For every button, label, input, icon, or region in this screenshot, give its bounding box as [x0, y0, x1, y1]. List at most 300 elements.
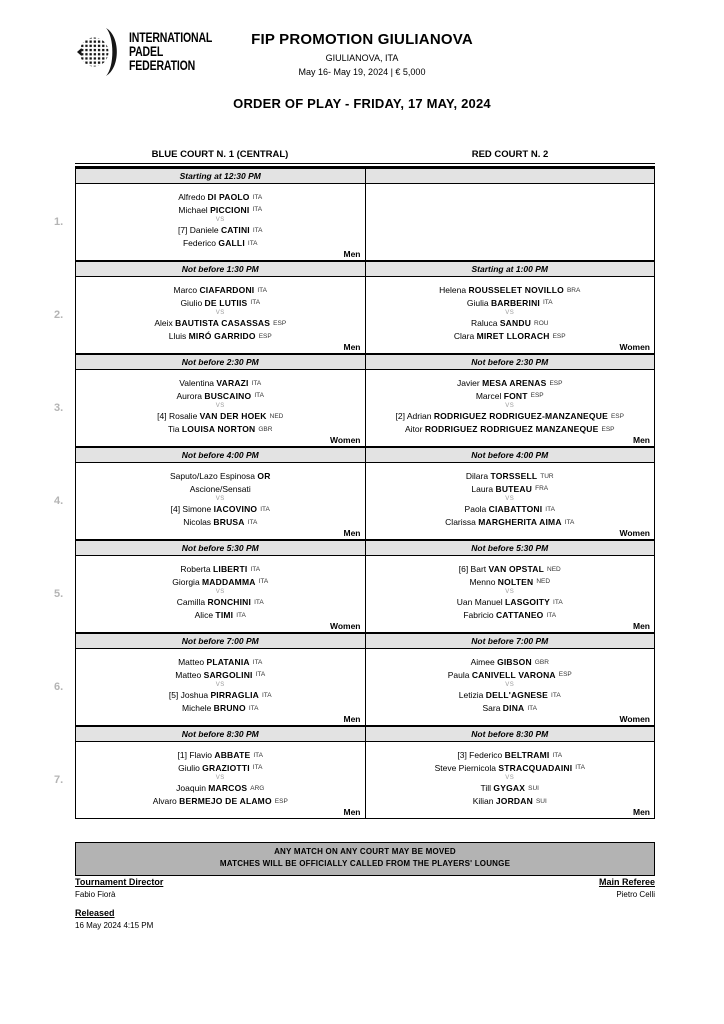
player-name	[76, 317, 365, 330]
first-name: Lluis	[168, 331, 189, 342]
player-name	[366, 689, 655, 702]
last-name: JORDAN	[495, 796, 533, 807]
last-name: ABBATE	[214, 750, 251, 760]
notice-line: MATCHES WILL BE OFFICIALLY CALLED FROM THE PLAYERS' LOUNGE	[219, 859, 511, 869]
player-name	[76, 596, 365, 609]
players-list	[366, 470, 655, 529]
country-code: ITA	[257, 286, 267, 294]
category-label: Women	[329, 620, 361, 631]
country-code: ITA	[253, 751, 263, 759]
players-list	[366, 749, 655, 808]
match-6-red-cell	[365, 649, 655, 726]
match-1-red-cell	[365, 184, 655, 261]
country-code: ESP	[549, 379, 563, 387]
last-name: TIMI	[215, 610, 234, 621]
tournament-director-label: Tournament Director	[75, 877, 164, 887]
country-code: ITA	[564, 518, 575, 526]
category-label: Men	[633, 434, 650, 445]
last-name: MARCOS	[208, 783, 248, 794]
last-name: SANDU	[499, 318, 532, 329]
player-name	[76, 297, 365, 310]
first-name: Clarissa	[445, 517, 479, 528]
match-number: 4.	[54, 494, 64, 507]
last-name: BAUTISTA CASASSAS	[175, 318, 271, 329]
player-name	[76, 237, 365, 250]
last-name: GRAZIOTTI	[202, 762, 250, 773]
last-name: BARBERINI	[490, 297, 540, 308]
first-name: Camilla	[176, 597, 208, 608]
seed-number: [2]	[395, 411, 407, 422]
country-code: ESP	[610, 412, 624, 420]
order-of-play-title: ORDER OF PLAY - FRIDAY, 17 MAY, 2024	[233, 96, 491, 111]
last-name: OR	[257, 471, 271, 481]
first-name: Paula	[447, 669, 472, 680]
vs-label: VS	[505, 495, 515, 502]
country-code: ITA	[258, 578, 269, 586]
player-name	[366, 410, 655, 423]
category-label: Women	[619, 713, 650, 724]
category-label: Men	[343, 248, 361, 259]
country-code: ESP	[258, 332, 272, 340]
match-1-blue-time: Starting at 12:30 PM	[76, 168, 366, 184]
category-label: Men	[343, 713, 361, 724]
player-name	[76, 390, 365, 403]
match-5-blue-cell	[54, 556, 366, 633]
first-name: Steve Piernicola	[434, 762, 499, 773]
last-name: LIBERTI	[213, 564, 248, 574]
match-6-red-time: Not before 7:00 PM	[365, 633, 655, 649]
logo-line: PADEL	[129, 44, 164, 60]
player-name	[76, 377, 365, 390]
court-headers	[75, 149, 655, 164]
first-name: Aleix	[154, 318, 176, 329]
last-name: PLATANIA	[206, 657, 250, 667]
match-1-blue-cell	[54, 184, 366, 261]
first-name: Giulio	[180, 297, 205, 308]
last-name: DINA	[502, 703, 525, 714]
category-label: Men	[343, 527, 361, 538]
player-name	[366, 795, 655, 808]
court-header-red: RED COURT N. 2	[471, 149, 549, 160]
first-name: Joaquin	[176, 783, 209, 794]
first-name: Simone	[182, 504, 214, 515]
vs-label: VS	[215, 309, 225, 316]
last-name: CIABATTONI	[488, 504, 543, 515]
player-name	[76, 563, 365, 576]
tournament-director-name: Fabio Fiorà	[75, 890, 116, 899]
vs-label: VS	[215, 681, 225, 688]
match-3-blue-cell	[54, 370, 366, 447]
first-name: Giorgia	[172, 576, 203, 587]
country-code: ITA	[262, 691, 272, 699]
court-header-blue: BLUE COURT N. 1 (CENTRAL)	[151, 149, 289, 160]
player-name	[76, 609, 365, 622]
player-name	[76, 782, 365, 795]
country-code: ESP	[558, 671, 572, 679]
first-name: Adrian	[406, 411, 434, 422]
country-code: SUI	[528, 784, 539, 792]
player-name	[76, 284, 365, 297]
country-code: ITA	[252, 658, 263, 666]
first-name: Paola	[464, 504, 489, 515]
player-name	[76, 503, 365, 516]
last-name: DI PAOLO	[207, 192, 250, 202]
country-code: ITA	[252, 206, 263, 214]
player-name	[76, 483, 365, 496]
player-name	[366, 762, 655, 775]
main-referee-label: Main Referee	[598, 877, 655, 887]
player-name	[366, 782, 655, 795]
first-name: Aimee	[470, 657, 498, 667]
match-number: 1.	[54, 215, 64, 228]
player-name	[366, 609, 655, 622]
players-list	[76, 470, 365, 529]
player-name	[366, 423, 655, 436]
first-name: Matteo	[175, 669, 204, 680]
match-number: 5.	[54, 587, 64, 600]
match-5-blue-time: Not before 5:30 PM	[76, 540, 366, 556]
match-7-red-time: Not before 8:30 PM	[365, 726, 655, 742]
vs-label: VS	[215, 588, 225, 595]
match-3-red-cell	[365, 370, 655, 447]
vs-label: VS	[215, 402, 225, 409]
category-label: Women	[329, 434, 361, 445]
vs-label: VS	[505, 774, 515, 781]
country-code: FRA	[535, 485, 549, 493]
category-label: Men	[633, 807, 650, 817]
match-7-blue-time: Not before 8:30 PM	[76, 726, 366, 742]
player-name	[76, 330, 365, 343]
logo-line: FEDERATION	[129, 57, 196, 73]
player-name	[366, 377, 655, 390]
match-7-red-cell	[365, 742, 655, 819]
last-name: BRUSA	[213, 517, 245, 528]
first-name: Alice	[194, 610, 216, 621]
country-code: TUR	[540, 472, 554, 480]
event-location: GIULIANOVA, ITA	[325, 53, 399, 63]
player-name	[76, 576, 365, 589]
first-name: Flavio	[189, 750, 215, 760]
matches-table	[54, 166, 655, 819]
country-code: ARG	[250, 784, 265, 792]
last-name: MADDAMMA	[202, 576, 256, 587]
last-name: IACOVINO	[213, 504, 258, 515]
players-list	[76, 563, 365, 622]
last-name: BUTEAU	[495, 483, 533, 494]
seed-number: [1]	[177, 750, 190, 760]
country-code: ITA	[546, 611, 557, 619]
match-7-blue-cell	[54, 742, 366, 819]
players-list	[366, 377, 655, 436]
players-list	[76, 656, 365, 715]
player-name	[366, 503, 655, 516]
first-name: Alfredo	[178, 192, 208, 202]
first-name: Alvaro	[152, 796, 180, 807]
last-name: BERMEJO DE ALAMO	[179, 796, 272, 807]
player-name	[366, 749, 655, 762]
last-name: MESA ARENAS	[482, 378, 547, 388]
first-name: Letizia	[458, 690, 486, 701]
vs-label: VS	[215, 774, 225, 781]
match-2-blue-cell	[54, 277, 366, 354]
match-6-blue-cell	[54, 649, 366, 726]
first-name: Menno	[469, 576, 498, 587]
seed-number: [7]	[177, 225, 190, 236]
player-name	[366, 596, 655, 609]
last-name: VARAZI	[216, 378, 249, 388]
last-name: BELTRAMI	[504, 750, 550, 760]
players-list	[366, 563, 655, 622]
country-code: ITA	[553, 598, 563, 606]
first-name: Helena	[439, 285, 469, 295]
player-name	[366, 656, 655, 669]
players-list	[366, 284, 655, 343]
country-code: ITA	[551, 691, 561, 699]
match-3-blue-time: Not before 2:30 PM	[76, 354, 366, 370]
player-name	[76, 795, 365, 808]
last-name: VAN OPSTAL	[488, 564, 545, 574]
country-code: ITA	[575, 764, 585, 772]
vs-label: VS	[505, 309, 515, 316]
last-name: STRACQUADAINI	[498, 762, 573, 773]
first-name: Uan Manuel	[456, 597, 505, 608]
main-referee-name: Pietro Celli	[616, 890, 655, 899]
last-name: FONT	[503, 390, 528, 401]
country-code: ITA	[252, 226, 263, 234]
country-code: ITA	[545, 505, 555, 513]
country-code: ITA	[248, 704, 259, 712]
country-code: SUI	[535, 797, 547, 805]
country-code: ROU	[534, 319, 549, 327]
player-name	[76, 423, 365, 436]
last-name: RODRIGUEZ RODRIGUEZ-MANZANEQUE	[433, 411, 608, 422]
category-label: Women	[619, 527, 650, 538]
last-name: MIRET LLORACH	[476, 331, 550, 342]
player-name	[76, 656, 365, 669]
first-name: Giulia	[466, 297, 491, 308]
vs-label: VS	[505, 681, 515, 688]
match-5-red-cell	[365, 556, 655, 633]
last-name: ROUSSELET NOVILLO	[468, 285, 564, 295]
first-name: Michele	[182, 703, 214, 714]
country-code: ESP	[530, 392, 544, 400]
player-name	[366, 297, 655, 310]
match-number: 7.	[54, 774, 64, 786]
first-name: Federico	[469, 750, 505, 760]
match-2-red-time: Starting at 1:00 PM	[365, 261, 655, 277]
country-code: ITA	[252, 193, 263, 201]
players-list	[76, 284, 365, 343]
player-name	[76, 689, 365, 702]
first-name: Giulio	[178, 762, 203, 773]
player-name	[366, 317, 655, 330]
country-code: ESP	[552, 332, 566, 340]
last-name: GALLI	[218, 238, 245, 249]
seed-number: [3]	[457, 750, 470, 760]
last-name: LOUISA NORTON	[181, 424, 256, 435]
category-label: Men	[343, 341, 361, 352]
players-list	[76, 749, 365, 808]
player-name	[76, 762, 365, 775]
seed-number: [4]	[170, 504, 183, 515]
country-code: ITA	[542, 299, 553, 307]
player-name	[76, 224, 365, 237]
player-name	[76, 669, 365, 682]
vs-label: VS	[215, 216, 225, 223]
country-code: NED	[269, 412, 284, 420]
player-name	[76, 470, 365, 483]
seed-number: [4]	[157, 411, 169, 422]
event-title: FIP PROMOTION GIULIANOVA	[251, 31, 473, 48]
first-name: Saputo/Lazo Espinosa	[169, 471, 258, 481]
match-4-blue-cell	[54, 463, 366, 540]
country-code: GBR	[534, 658, 549, 666]
match-number: 3.	[54, 401, 64, 414]
notice-banner	[75, 842, 655, 876]
first-name: Raluca	[470, 318, 500, 329]
first-name: Bart	[470, 564, 489, 574]
first-name: Roberta	[180, 564, 213, 574]
schedule-table	[54, 149, 655, 819]
match-number: 2.	[54, 308, 64, 321]
first-name: Dilara	[465, 471, 491, 481]
players-list	[76, 191, 365, 250]
player-name	[366, 470, 655, 483]
country-code: ITA	[260, 505, 270, 513]
match-2-blue-time: Not before 1:30 PM	[76, 261, 366, 277]
player-name	[76, 410, 365, 423]
last-name: BUSCAINO	[204, 390, 252, 401]
first-name: Tia	[168, 424, 182, 435]
first-name: Marco	[173, 285, 200, 295]
first-name: Daniele	[189, 225, 221, 236]
country-code: ITA	[250, 299, 261, 307]
released-datetime: 16 May 2024 4:15 PM	[75, 921, 154, 930]
last-name: GYGAX	[493, 783, 526, 794]
last-name: DE LUTIIS	[204, 297, 248, 308]
first-name: Kilian	[472, 796, 496, 807]
match-2-red-cell	[365, 277, 655, 354]
last-name: MARGHERITA AIMA	[478, 517, 562, 528]
country-code: ITA	[247, 518, 258, 526]
first-name: Valentina	[179, 378, 217, 388]
first-name: Javier	[457, 378, 483, 388]
first-name: Laura	[471, 483, 496, 494]
match-5-red-time: Not before 5:30 PM	[365, 540, 655, 556]
category-label: Men	[343, 807, 361, 817]
country-code: NED	[536, 578, 551, 586]
players-list	[366, 656, 655, 715]
seed-number: [6]	[458, 564, 471, 574]
first-name: Marcel	[475, 390, 504, 401]
notice-line: ANY MATCH ON ANY COURT MAY BE MOVED	[274, 847, 456, 856]
last-name: PIRRAGLIA	[210, 690, 259, 701]
country-code: ITA	[236, 611, 246, 619]
country-code: ITA	[254, 598, 264, 606]
last-name: DELL'AGNESE	[485, 690, 549, 701]
first-name: Ascione/Sensati	[189, 483, 251, 494]
player-name	[366, 576, 655, 589]
last-name: GIBSON	[497, 657, 532, 667]
match-4-blue-time: Not before 4:00 PM	[76, 447, 366, 463]
seed-number: [5]	[168, 690, 181, 701]
last-name: TORSSELL	[490, 471, 538, 481]
first-name: Fabricio	[463, 610, 496, 621]
player-name	[366, 563, 655, 576]
vs-label: VS	[505, 402, 515, 409]
match-6-blue-time: Not before 7:00 PM	[76, 633, 366, 649]
first-name: Aitor	[405, 424, 425, 435]
first-name: Michael	[178, 204, 211, 215]
player-name	[366, 284, 655, 297]
released-label: Released	[75, 908, 115, 918]
last-name: LASGOITY	[505, 597, 551, 608]
match-3-red-time: Not before 2:30 PM	[365, 354, 655, 370]
player-name	[366, 330, 655, 343]
vs-label: VS	[505, 588, 515, 595]
last-name: SARGOLINI	[203, 669, 253, 680]
first-name: Nicolas	[183, 517, 214, 528]
player-name	[366, 390, 655, 403]
country-code: ESP	[274, 797, 288, 805]
last-name: BRUNO	[213, 703, 246, 714]
country-code: ITA	[250, 565, 261, 573]
event-dates-prize: May 16- May 19, 2024 | € 5,000	[298, 67, 426, 77]
country-code: ESP	[273, 319, 287, 327]
match-4-red-time: Not before 4:00 PM	[365, 447, 655, 463]
country-code: ITA	[247, 239, 258, 247]
country-code: BRA	[566, 286, 581, 294]
last-name: MIRÓ GARRIDO	[188, 331, 256, 342]
country-code: ITA	[552, 751, 563, 759]
last-name: NOLTEN	[497, 576, 534, 587]
player-name	[366, 516, 655, 529]
players-list	[76, 377, 365, 436]
match-1-red-time	[365, 168, 655, 184]
country-code: ITA	[527, 704, 538, 712]
player-name	[76, 191, 365, 204]
event-header	[0, 31, 724, 77]
match-4-red-cell	[365, 463, 655, 540]
first-name: Sara	[482, 703, 503, 714]
first-name: Matteo	[178, 657, 207, 667]
player-name	[76, 702, 365, 715]
last-name: CANIVELL VARONA	[471, 669, 556, 680]
match-number: 6.	[54, 680, 64, 693]
country-code: ITA	[254, 392, 264, 400]
first-name: Till	[480, 783, 494, 794]
player-name	[366, 483, 655, 496]
last-name: CATTANEO	[495, 610, 544, 621]
last-name: RODRIGUEZ RODRIGUEZ MANZANEQUE	[424, 424, 599, 435]
country-code: NED	[547, 565, 561, 573]
first-name: Joshua	[180, 690, 211, 701]
first-name: Clara	[453, 331, 477, 342]
country-code: GBR	[258, 425, 273, 433]
first-name: Aurora	[176, 390, 205, 401]
last-name: CIAFARDONI	[199, 285, 255, 295]
country-code: ITA	[255, 671, 266, 679]
logo-line: INTERNATIONAL	[129, 30, 213, 46]
first-name: Federico	[182, 238, 219, 249]
country-code: ESP	[601, 425, 615, 433]
vs-label: VS	[215, 495, 225, 502]
player-name	[366, 702, 655, 715]
last-name: VAN DER HOEK	[199, 411, 267, 422]
country-code: ITA	[251, 379, 262, 387]
player-name	[366, 669, 655, 682]
last-name: CATINI	[220, 225, 250, 236]
